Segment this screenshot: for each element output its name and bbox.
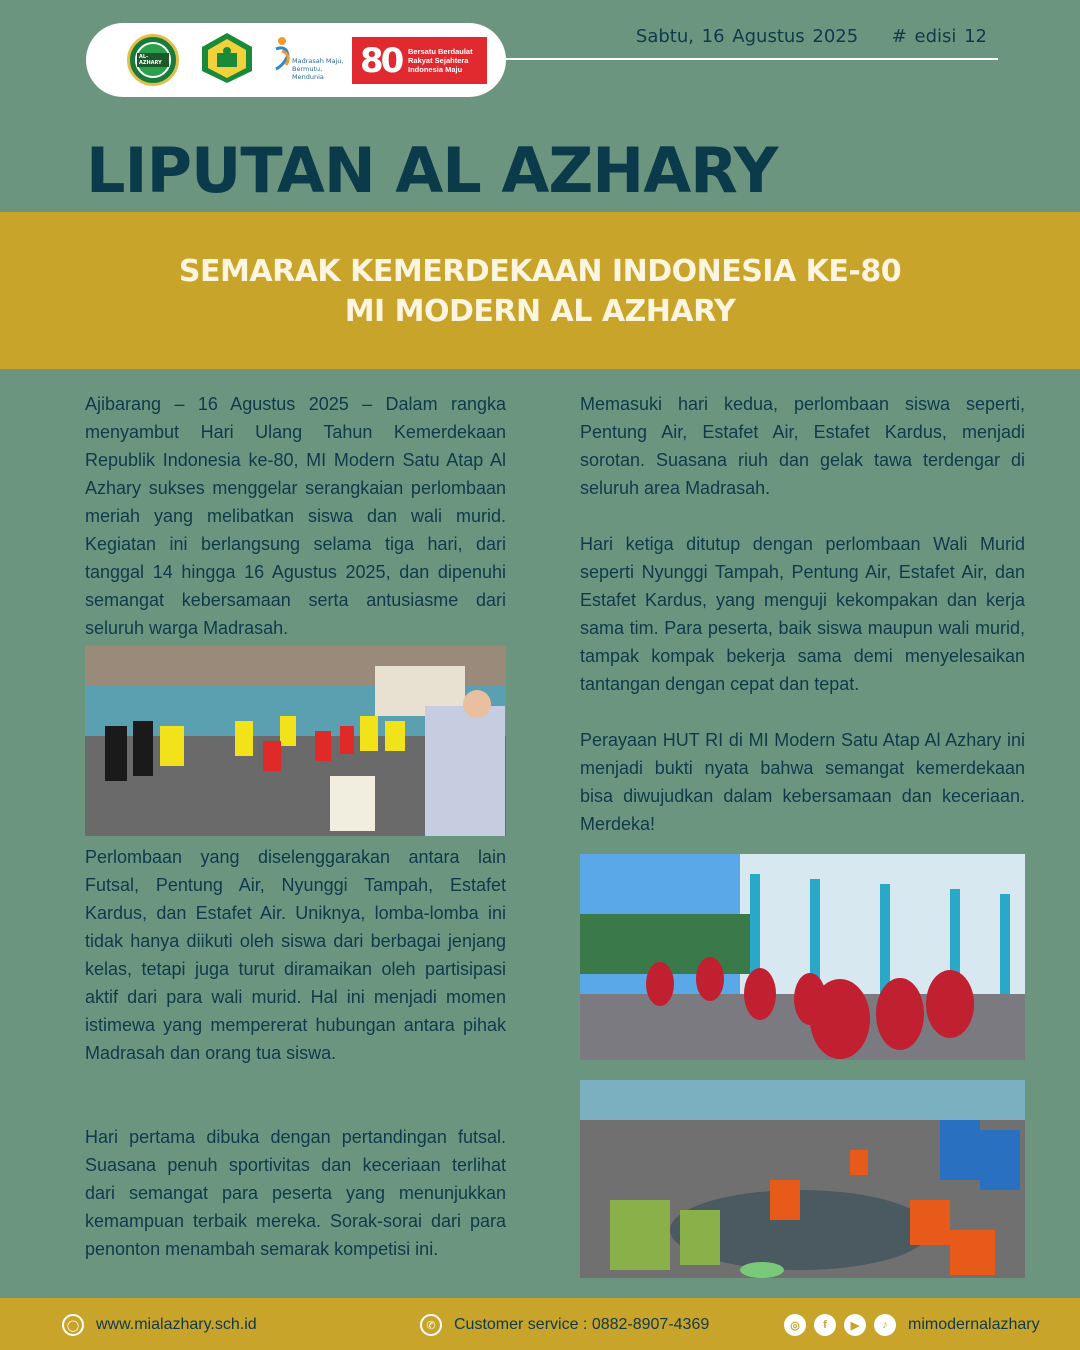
youtube-icon[interactable]: ▶ [844,1314,866,1336]
issue-edition: # edisi 12 [891,26,987,47]
headline-line-1: SEMARAK KEMERDEKAAN INDONESIA KE-80 [178,254,902,289]
issue-date: Sabtu, 16 Agustus 2025 [635,26,859,47]
article-paragraph: Hari ketiga ditutup dengan perlombaan Wali Murid seperti Nyunggi Tampah, Pentung Air, Estafet Air, dan Estafet Kardus, yang menguji kekompakan dan kerja sama tim. Para peserta, baik siswa maupun wali murid, tampak kompak bekerja sama demi menyelesaikan tantangan dengan cepat dan tepat. [580,534,1025,694]
masthead-title: LIPUTAN AL AZHARY [86,134,778,207]
issue-info [636,26,987,47]
logo-bar [86,23,506,97]
website-link[interactable]: ◯ www.mialazhary.sch.id [62,1314,257,1336]
article-paragraph: Hari pertama dibuka dengan pertandingan futsal. Suasana penuh sportivitas dan keceriaan terlihat dari semangat para peserta yang menunjukkan kemampuan terbaik mereka. Sorak-sorai dari para penonton menambah semarak kompetisi ini. [85,1127,506,1259]
article-paragraph: Ajibarang – 16 Agustus 2025 – Dalam rangka menyambut Hari Ulang Tahun Kemerdekaan Republik Indonesia ke-80, MI Modern Satu Atap Al Azhary sukses menggelar serangkaian perlombaan meriah yang melibatkan siswa dan wali murid. Kegiatan ini berlangsung selama tiga hari, dari tanggal 14 hingga 16 Agustus 2025, dan dipenuhi semangat kebersamaan serta antusiasme dari seluruh warga Madrasah. [85,394,506,638]
headline [0,212,1080,332]
instagram-icon[interactable]: ◎ [784,1314,806,1336]
headline-line-2: MI MODERN AL AZHARY [344,294,736,329]
social-handle[interactable]: mimodernalazhary [908,1316,1040,1333]
photo-estafet-air [580,1080,1025,1278]
school-logo: AL-AZHARY [127,34,179,86]
phone-icon: ✆ [420,1314,442,1336]
tiktok-icon[interactable]: ♪ [874,1314,896,1336]
photo-wali-murid [580,854,1025,1060]
madrasah-maju-logo: Madrasah Maju, Bermutu, Mendunia [272,35,352,87]
customer-service[interactable]: ✆ Customer service : 0882-8907-4369 [420,1314,709,1336]
article-paragraph: Perlombaan yang diselenggarakan antara lain Futsal, Pentung Air, Nyunggi Tampah, Estafet Kardus, dan Estafet Air. Uniknya, lomba-lomba ini tidak hanya diikuti oleh siswa dari berbagai jenjang kelas, tetapi juga turut diramaikan oleh partisipasi aktif dari para wali murid. Hal ini menjadi momen istimewa yang mempererat hubungan antara pihak Madrasah dan orang tua siswa. [85,847,506,1063]
headline-band [0,212,1080,369]
facebook-icon[interactable]: f [814,1314,836,1336]
footer [0,1298,1080,1350]
article-paragraph: Perayaan HUT RI di MI Modern Satu Atap Al Azhary ini menjadi bukti nyata bahwa semangat kemerdekaan bisa diwujudkan dalam kebersamaan dan keceriaan. Merdeka! [580,730,1025,834]
article-paragraph: Memasuki hari kedua, perlombaan siswa seperti, Pentung Air, Estafet Air, Estafet Kardus, menjadi sorotan. Suasana riuh dan gelak tawa terdengar di seluruh area Madrasah. [580,394,1025,498]
photo-futsal-field [85,646,506,836]
social-links [784,1314,1040,1336]
globe-icon: ◯ [62,1314,84,1336]
hut-ri-80-logo: 80 Bersatu Berdaulat Rakyat Sejahtera Indonesia Maju [352,37,487,84]
header-divider [500,58,998,60]
kemenag-logo [200,31,254,85]
